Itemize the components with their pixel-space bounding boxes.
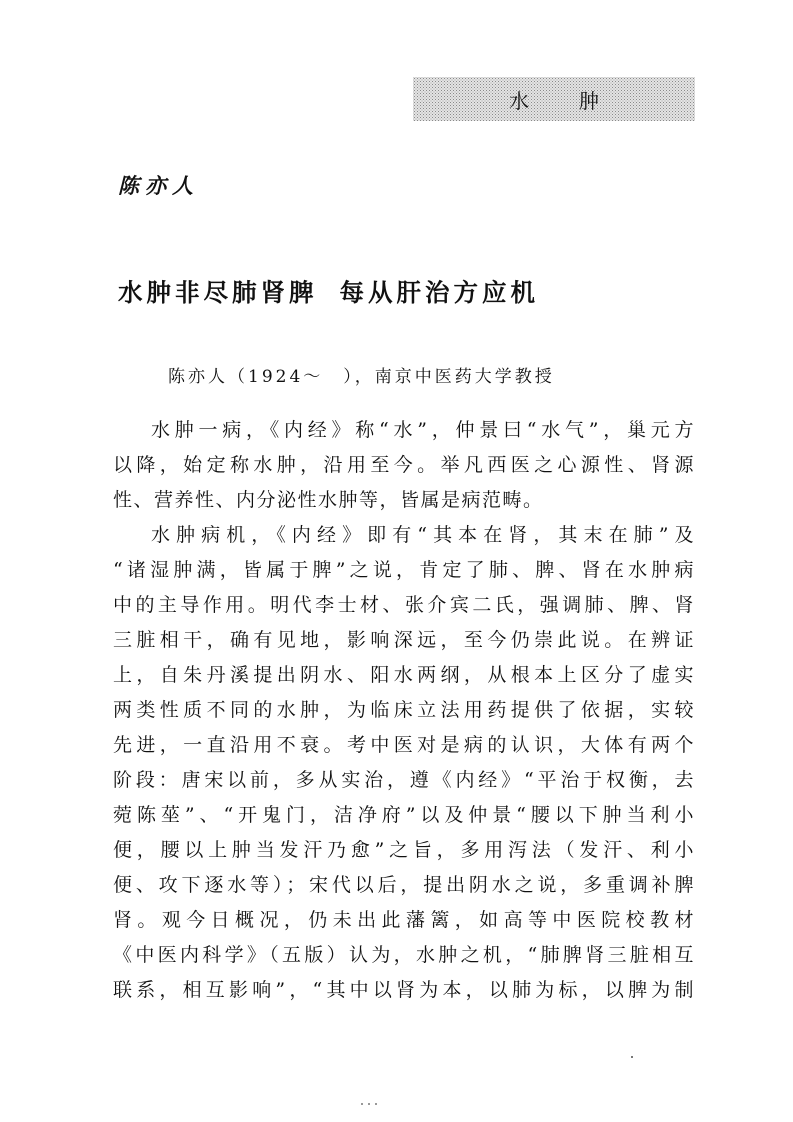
- body-line: 水肿病机，《内经》即有“其本在肾，其末在肺”及: [151, 524, 695, 546]
- article-body: [113, 413, 695, 1008]
- body-line: 联系，相互影响”，“其中以肾为本，以肺为标，以脾为制: [113, 979, 695, 1001]
- body-line: 《中医内科学》（五版）认为，水肿之机，“肺脾肾三脏相互: [113, 944, 695, 966]
- article-title-part-2: 每从肝治方应机: [339, 278, 539, 307]
- body-line: 便、攻下逐水等）；宋代以后，提出阴水之说，多重调补脾: [113, 874, 695, 896]
- footer-scan-marks: [361, 1103, 383, 1105]
- body-line: 先进，一直沿用不衰。考中医对是病的认识，大体有两个: [113, 734, 695, 756]
- author-byline: 陈亦人（1924～ ），南京中医药大学教授: [168, 367, 555, 387]
- section-header-band: [413, 77, 695, 121]
- article-title: [118, 274, 698, 309]
- body-line: 阶段：唐宋以前，多从实治，遵《内经》“平治于权衡，去: [113, 769, 695, 791]
- body-line: 便，腰以上肿当发汗乃愈”之旨，多用泻法（发汗、利小: [113, 839, 695, 861]
- body-line: 三脏相干，确有见地，影响深远，至今仍崇此说。在辨证: [113, 629, 695, 651]
- body-line: “诸湿肿满，皆属于脾”之说，肯定了肺、脾、肾在水肿病: [113, 559, 695, 581]
- body-line: 中的主导作用。明代李士材、张介宾二氏，强调肺、脾、肾: [113, 594, 695, 616]
- body-line: 肾。观今日概况，仍未出此藩篱，如高等中医院校教材: [113, 909, 695, 931]
- section-label-char-2: 肿: [579, 88, 599, 113]
- article-title-part-1: 水肿非尽肺肾脾: [118, 278, 318, 307]
- scan-speck: [631, 1056, 633, 1058]
- author-heading: 陈亦人: [118, 174, 199, 198]
- body-line: 性、营养性、内分泌性水肿等，皆属是病范畴。: [113, 489, 544, 511]
- section-label-char-1: 水: [509, 88, 529, 113]
- body-line: 两类性质不同的水肿，为临床立法用药提供了依据，实较: [113, 699, 695, 721]
- body-line: 上，自朱丹溪提出阴水、阳水两纲，从根本上区分了虚实: [113, 664, 695, 686]
- body-line: 水肿一病，《内经》称“水”，仲景曰“水气”，巢元方: [151, 419, 695, 441]
- body-line: 以降，始定称水肿，沿用至今。举凡西医之心源性、肾源: [113, 454, 695, 476]
- body-line: 菀陈莝”、“开鬼门，洁净府”以及仲景“腰以下肿当利小: [113, 804, 695, 826]
